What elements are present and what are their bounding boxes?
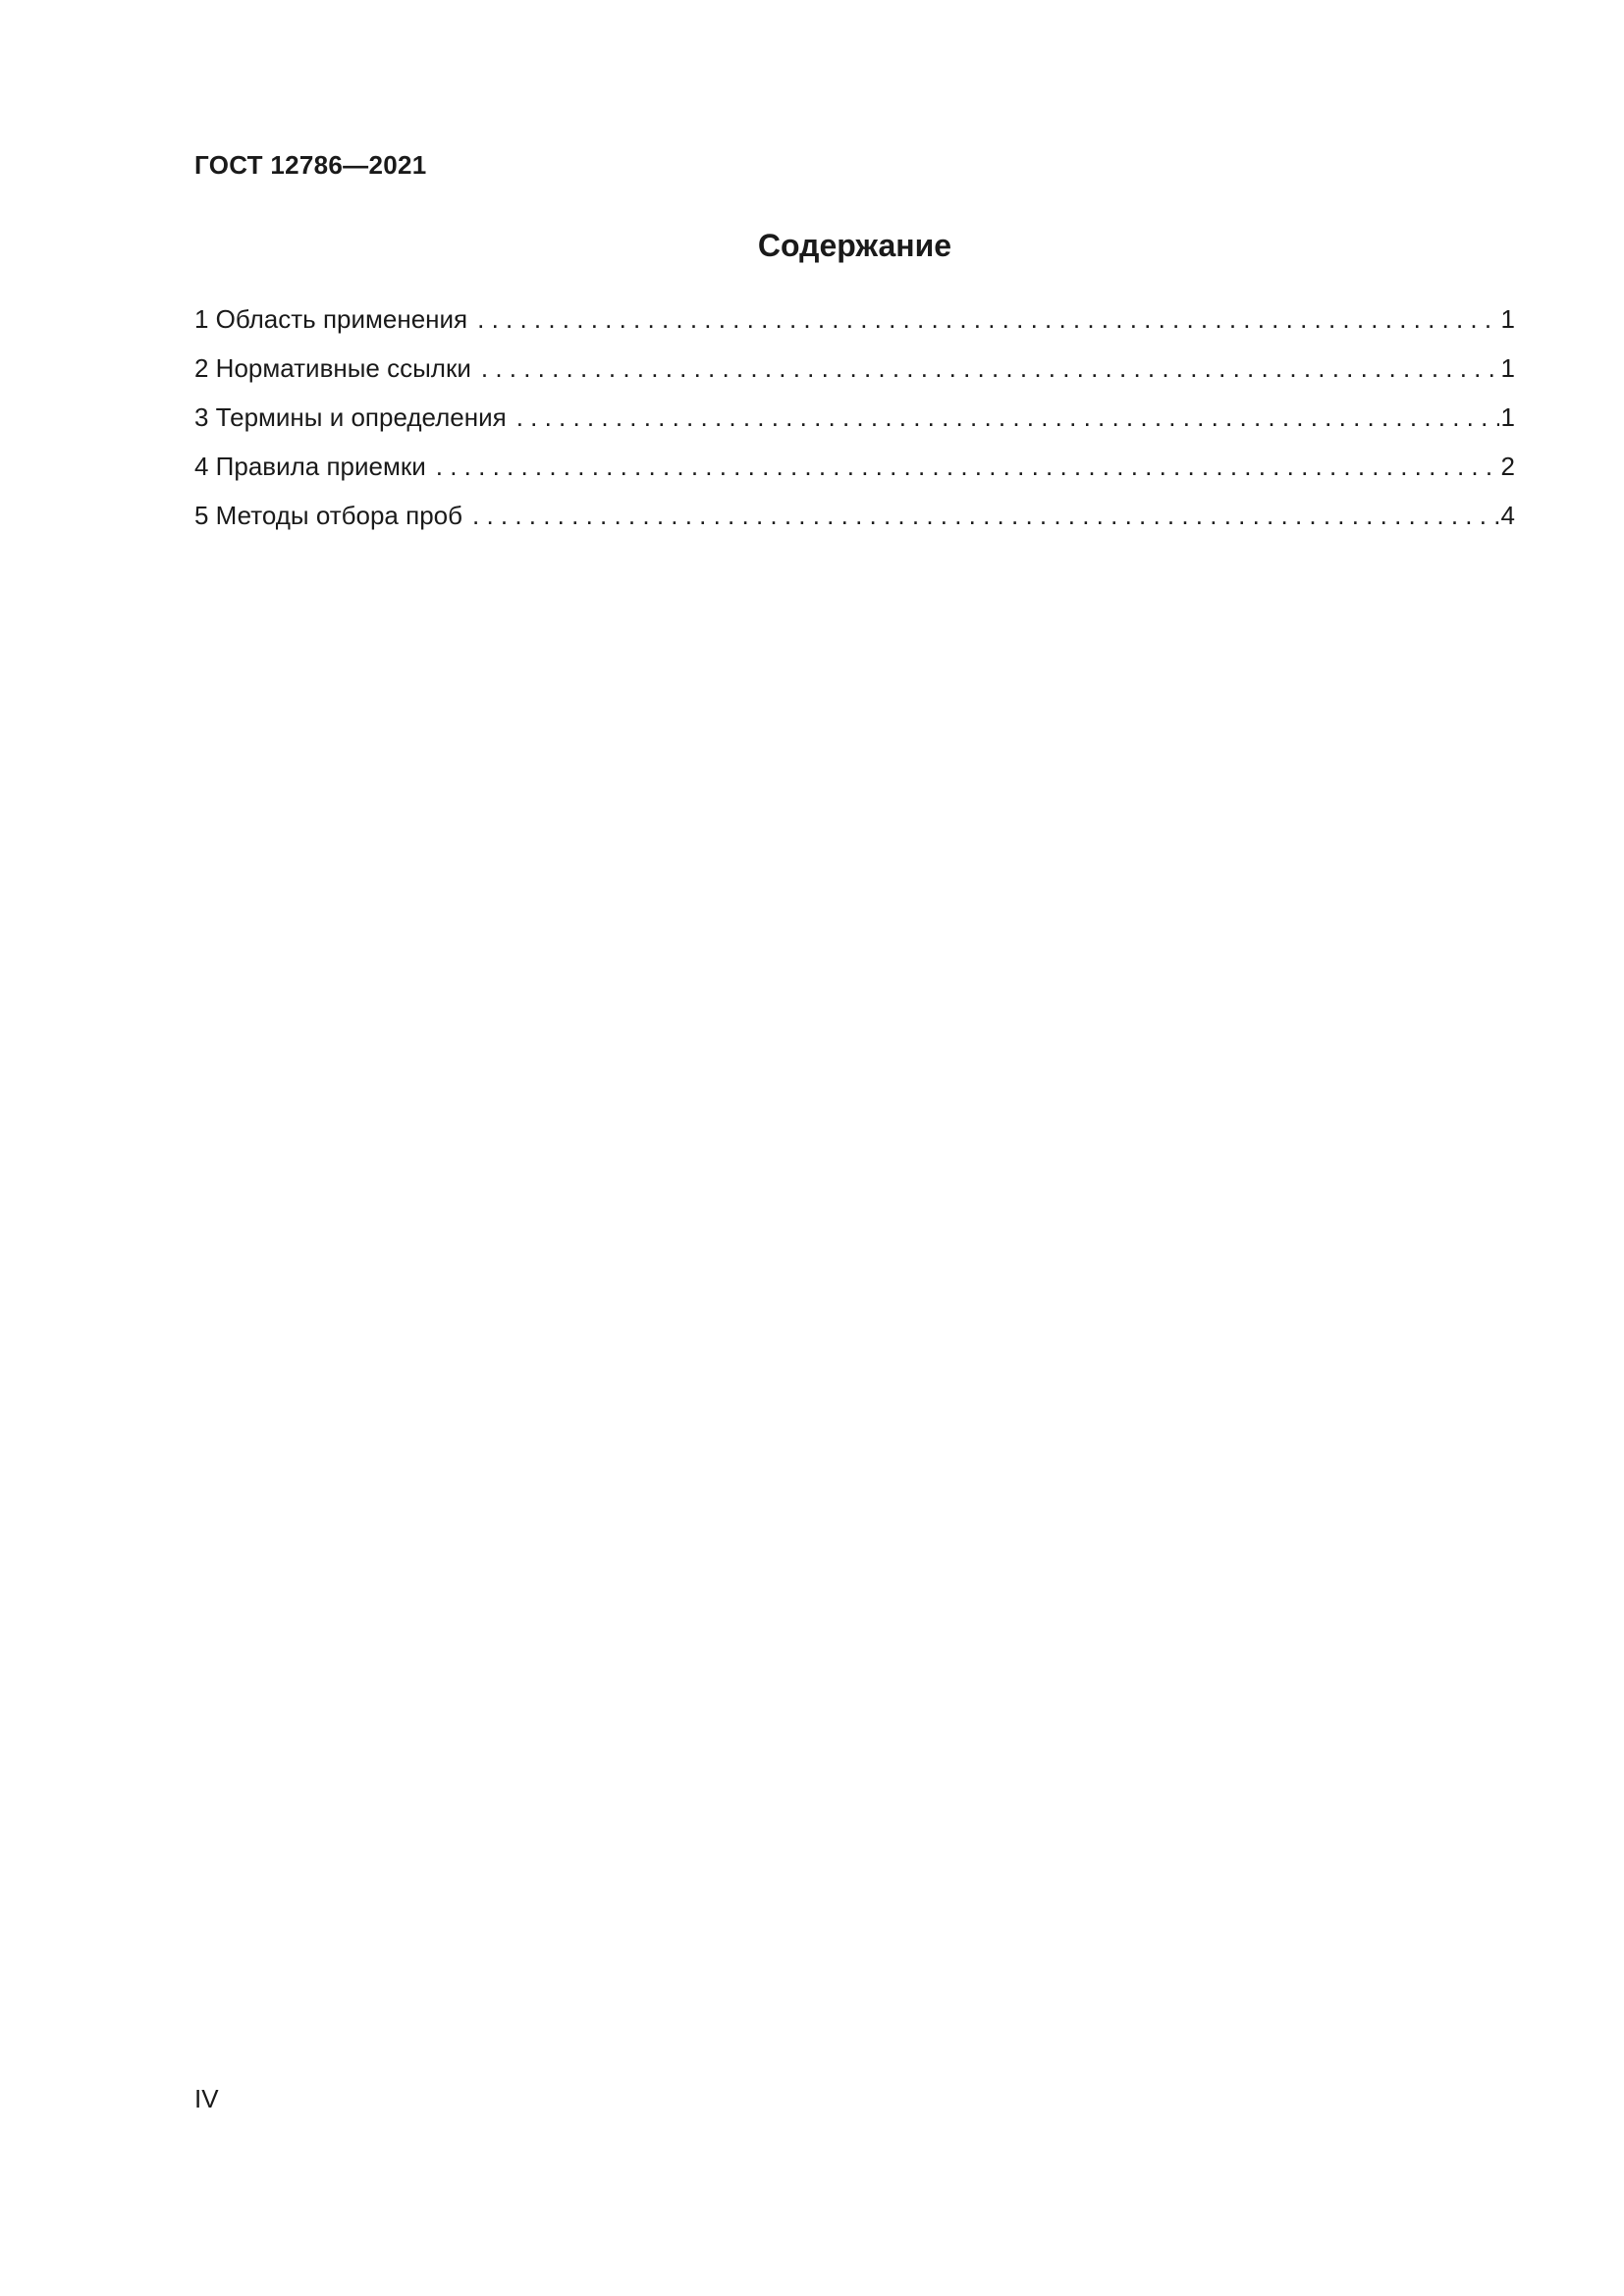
toc-item-label: 4 Правила приемки	[194, 452, 426, 481]
toc-item-scope[interactable]	[194, 300, 1515, 349]
page-number: IV	[194, 2084, 219, 2113]
toc-item-page: 4	[1500, 501, 1515, 530]
toc-item-page: 1	[1500, 304, 1515, 334]
toc-dot-leader	[516, 399, 1499, 436]
toc-dot-leader	[472, 497, 1499, 534]
toc-item-terms-definitions[interactable]	[194, 399, 1515, 448]
toc-dot-leader	[436, 448, 1499, 485]
toc-dot-leader	[477, 300, 1498, 338]
toc-item-normative-references[interactable]	[194, 349, 1515, 399]
toc-item-sampling-methods[interactable]	[194, 497, 1515, 546]
toc-item-label: 5 Методы отбора проб	[194, 501, 462, 530]
toc-item-label: 3 Термины и определения	[194, 402, 507, 432]
toc-item-page: 1	[1500, 353, 1515, 383]
standard-code-header: ГОСТ 12786—2021	[194, 150, 427, 180]
toc-item-label: 2 Нормативные ссылки	[194, 353, 471, 383]
toc-item-page: 1	[1500, 402, 1515, 432]
toc-item-page: 2	[1500, 452, 1515, 481]
toc-title: Содержание	[757, 228, 952, 263]
toc-item-label: 1 Область применения	[194, 304, 468, 334]
toc-item-acceptance-rules[interactable]	[194, 448, 1515, 497]
toc-list	[194, 300, 1515, 546]
toc-dot-leader	[481, 349, 1499, 387]
